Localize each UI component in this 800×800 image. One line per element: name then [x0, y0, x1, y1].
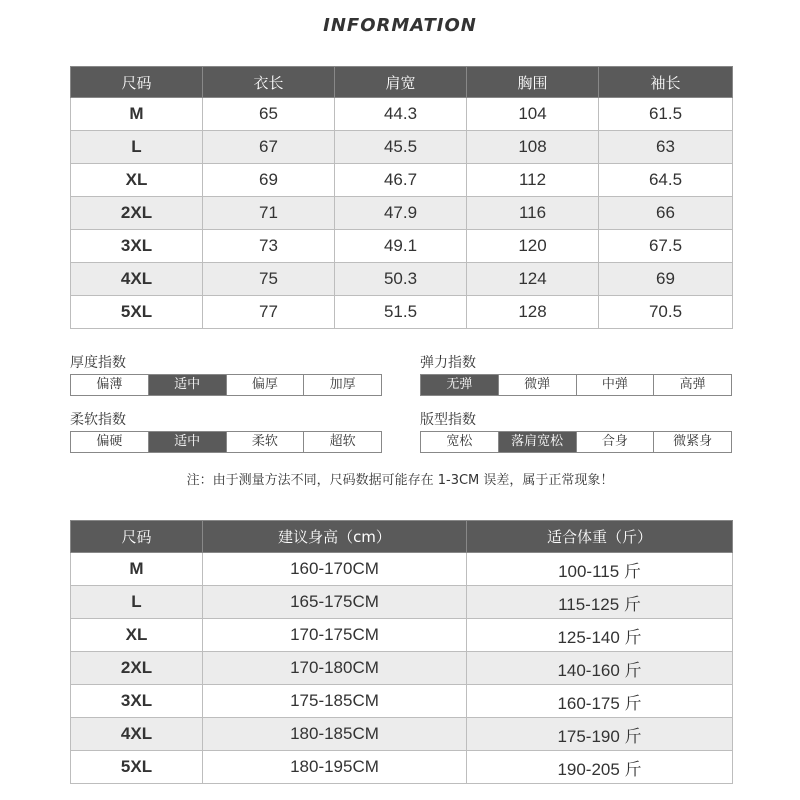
size-table-value-cell: 45.5 [335, 131, 467, 164]
elasticity-index-label: 弹力指数 [420, 355, 476, 371]
fit-type-index-options [420, 431, 732, 453]
size-table-value-cell: 69 [203, 164, 335, 197]
size-table-value-cell: 108 [467, 131, 599, 164]
size-table-value-cell: 77 [203, 296, 335, 329]
fit-table-size-cell: M [71, 553, 203, 586]
size-table-value-cell: 73 [203, 230, 335, 263]
index-option: 落肩宽松 [499, 432, 577, 452]
fit-table-header-cell: 建议身高（cm） [203, 521, 467, 553]
size-table-header-cell: 袖长 [599, 67, 733, 98]
size-table-header-cell: 胸围 [467, 67, 599, 98]
fit-table-value-cell: 170-180CM [203, 652, 467, 685]
fit-table-value-cell: 115-125 斤 [467, 586, 733, 619]
size-table-header-cell: 衣长 [203, 67, 335, 98]
index-option: 高弹 [679, 377, 706, 392]
height-weight-table [70, 520, 733, 784]
size-table-header-cell: 尺码 [71, 67, 203, 98]
index-option: 偏硬 [71, 432, 149, 452]
index-option: 中弹 [577, 375, 655, 395]
fit-table-value-cell: 170-175CM [203, 619, 467, 652]
size-table-value-cell: 128 [467, 296, 599, 329]
softness-index-options [70, 431, 382, 453]
softness-index-label: 柔软指数 [70, 412, 126, 428]
size-table-value-cell: 51.5 [335, 296, 467, 329]
size-table-row [71, 296, 733, 329]
size-table-size-cell: 4XL [71, 263, 203, 296]
thickness-index [70, 352, 382, 396]
size-table-value-cell: 44.3 [335, 98, 467, 131]
size-table-row [71, 230, 733, 263]
fit-table-value-cell: 100-115 斤 [467, 553, 733, 586]
index-option: 偏厚 [227, 375, 305, 395]
fit-table-value-cell: 180-185CM [203, 718, 467, 751]
fit-table-value-cell: 165-175CM [203, 586, 467, 619]
elasticity-index-options [420, 374, 732, 396]
size-table-value-cell: 124 [467, 263, 599, 296]
size-table-size-cell: XL [71, 164, 203, 197]
elasticity-index [420, 352, 732, 396]
index-option: 超软 [329, 434, 356, 449]
fit-table-value-cell: 140-160 斤 [467, 652, 733, 685]
index-option: 偏薄 [71, 375, 149, 395]
fit-table-size-cell: 4XL [71, 718, 203, 751]
fit-table-size-cell: 5XL [71, 751, 203, 784]
size-table-size-cell: M [71, 98, 203, 131]
size-table-row [71, 263, 733, 296]
size-measurement-table [70, 66, 733, 329]
size-table-value-cell: 64.5 [599, 164, 733, 197]
index-option: 微弹 [499, 375, 577, 395]
size-table-size-cell: L [71, 131, 203, 164]
fit-table-header-cell: 适合体重（斤） [467, 521, 733, 553]
size-table-value-cell: 67.5 [599, 230, 733, 263]
size-table-value-cell: 112 [467, 164, 599, 197]
size-table-value-cell: 63 [599, 131, 733, 164]
size-table-value-cell: 69 [599, 263, 733, 296]
size-table-header-row [71, 67, 733, 98]
size-table-value-cell: 49.1 [335, 230, 467, 263]
fit-table-row [71, 586, 733, 619]
fit-table-value-cell: 175-185CM [203, 685, 467, 718]
index-option: 柔软 [227, 432, 305, 452]
fit-table-row [71, 685, 733, 718]
size-table-value-cell: 67 [203, 131, 335, 164]
index-option: 适中 [149, 375, 227, 395]
softness-index [70, 409, 382, 453]
index-option: 微紧身 [673, 434, 713, 449]
size-table-value-cell: 71 [203, 197, 335, 230]
size-table-value-cell: 61.5 [599, 98, 733, 131]
size-table-value-cell: 47.9 [335, 197, 467, 230]
fit-table-value-cell: 190-205 斤 [467, 751, 733, 784]
size-table-row [71, 197, 733, 230]
fit-table-value-cell: 180-195CM [203, 751, 467, 784]
size-table-header-cell: 肩宽 [335, 67, 467, 98]
size-table-value-cell: 116 [467, 197, 599, 230]
size-table-value-cell: 120 [467, 230, 599, 263]
fit-type-index-label: 版型指数 [420, 412, 476, 428]
thickness-index-label: 厚度指数 [70, 355, 126, 371]
size-table-value-cell: 46.7 [335, 164, 467, 197]
size-table-value-cell: 66 [599, 197, 733, 230]
index-option: 合身 [577, 432, 655, 452]
size-table-value-cell: 104 [467, 98, 599, 131]
fit-table-row [71, 553, 733, 586]
fit-table-size-cell: XL [71, 619, 203, 652]
size-table-row [71, 131, 733, 164]
size-table-size-cell: 5XL [71, 296, 203, 329]
fit-table-value-cell: 125-140 斤 [467, 619, 733, 652]
fit-table-row [71, 652, 733, 685]
size-table-value-cell: 70.5 [599, 296, 733, 329]
page-title: INFORMATION [323, 15, 477, 36]
measurement-note: 注：由于测量方法不同，尺码数据可能存在 1-3CM 误差，属于正常现象！ [186, 473, 614, 488]
fit-table-size-cell: 2XL [71, 652, 203, 685]
fit-table-row [71, 718, 733, 751]
fit-table-size-cell: 3XL [71, 685, 203, 718]
size-table-value-cell: 50.3 [335, 263, 467, 296]
fit-table-value-cell: 175-190 斤 [467, 718, 733, 751]
fit-table-value-cell: 160-175 斤 [467, 685, 733, 718]
size-table-size-cell: 2XL [71, 197, 203, 230]
fit-table-header-cell: 尺码 [71, 521, 203, 553]
size-table-size-cell: 3XL [71, 230, 203, 263]
fit-table-row [71, 619, 733, 652]
fit-type-index [420, 409, 732, 453]
size-table-value-cell: 75 [203, 263, 335, 296]
fit-table-size-cell: L [71, 586, 203, 619]
index-option: 适中 [149, 432, 227, 452]
fit-table-row [71, 751, 733, 784]
fit-table-header-row [71, 521, 733, 553]
thickness-index-options [70, 374, 382, 396]
index-option: 加厚 [329, 377, 356, 392]
size-table-value-cell: 65 [203, 98, 335, 131]
size-table-row [71, 98, 733, 131]
index-option: 无弹 [421, 375, 499, 395]
size-table-row [71, 164, 733, 197]
fit-table-value-cell: 160-170CM [203, 553, 467, 586]
index-option: 宽松 [421, 432, 499, 452]
